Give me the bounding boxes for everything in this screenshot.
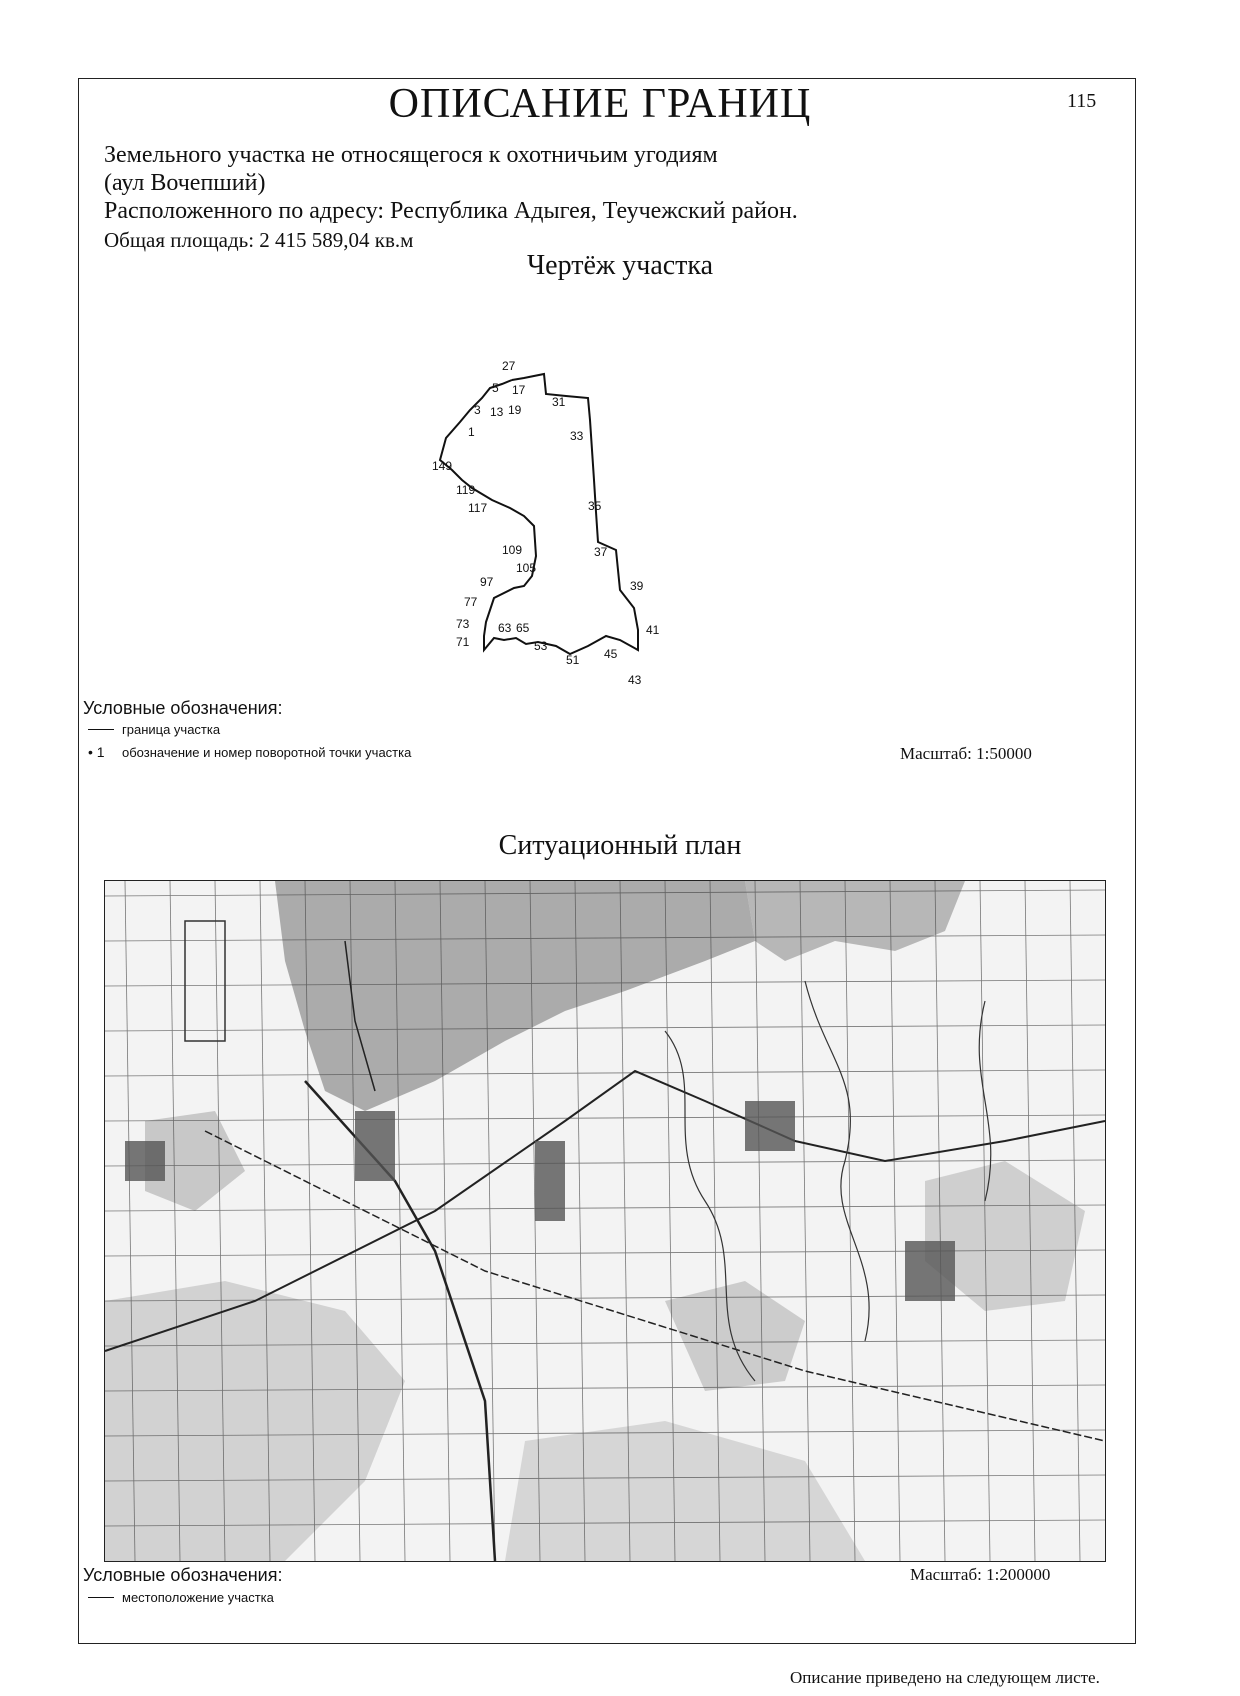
drawing-title: Чертёж участка <box>526 250 714 281</box>
situation-plan-title: Ситуационный план <box>498 830 742 861</box>
situation-legend-title: Условные обозначения: <box>83 1565 283 1585</box>
point-label-39: 39 <box>630 579 644 593</box>
legend-location-label: местоположение участка <box>122 1590 274 1605</box>
settlement <box>355 1111 395 1181</box>
point-label-13: 13 <box>490 405 504 419</box>
situation-scale: Масштаб: 1:200000 <box>910 1565 1051 1584</box>
point-label-41: 41 <box>646 623 660 637</box>
point-label-77: 77 <box>464 595 478 609</box>
boundary-line-symbol <box>88 729 114 730</box>
footer-note: Описание приведено на следующем листе. <box>790 1668 1100 1687</box>
point-label-117: 117 <box>468 501 488 515</box>
area-line: Общая площадь: 2 415 589,04 кв.м <box>104 228 414 252</box>
point-label-65: 65 <box>516 621 530 635</box>
parcel-type-line: Земельного участка не относящегося к охотничьим угодиям <box>104 142 718 168</box>
page-number: 115 <box>1067 90 1097 112</box>
point-label-33: 33 <box>570 429 584 443</box>
settlement <box>125 1141 165 1181</box>
point-symbol: • 1 <box>88 744 105 760</box>
drawing-legend-title: Условные обозначения: <box>83 698 283 718</box>
topographic-map-image <box>105 881 1105 1561</box>
address-line: Расположенного по адресу: Республика Адыгея, Теучежский район. <box>104 198 798 224</box>
settlement <box>745 1101 795 1151</box>
point-label-19: 19 <box>508 403 522 417</box>
point-label-109: 109 <box>502 543 523 557</box>
point-label-119: 119 <box>456 483 476 497</box>
point-label-51: 51 <box>566 653 580 667</box>
point-label-17: 17 <box>512 383 526 397</box>
legend-boundary-item <box>88 722 220 737</box>
point-label-149: 149 <box>432 459 453 473</box>
point-label-73: 73 <box>456 617 470 631</box>
point-label-31: 31 <box>552 395 566 409</box>
point-label-5: 5 <box>492 381 499 395</box>
point-label-35: 35 <box>588 499 602 513</box>
point-label-71: 71 <box>456 635 470 649</box>
point-label-105: 105 <box>516 561 537 575</box>
parcel-drawing <box>432 340 740 720</box>
point-label-63: 63 <box>498 621 512 635</box>
legend-boundary-label: граница участка <box>122 722 221 737</box>
settlement <box>535 1141 565 1221</box>
point-label-45: 45 <box>604 647 618 661</box>
point-label-53: 53 <box>534 639 548 653</box>
location-line-symbol <box>88 1597 114 1598</box>
point-label-97: 97 <box>480 575 494 589</box>
settlement-line: (аул Вочепший) <box>104 170 266 196</box>
document-title: ОПИСАНИЕ ГРАНИЦ <box>388 81 812 127</box>
settlement <box>905 1241 955 1301</box>
point-label-27: 27 <box>502 359 516 373</box>
point-label-43: 43 <box>628 673 642 687</box>
point-label-1: 1 <box>468 425 475 439</box>
situation-map <box>104 880 1106 1562</box>
legend-point-item <box>88 744 411 760</box>
point-label-3: 3 <box>474 403 481 417</box>
legend-location-item <box>88 1590 274 1605</box>
drawing-scale: Масштаб: 1:50000 <box>900 744 1032 763</box>
legend-point-label: обозначение и номер поворотной точки участка <box>122 744 412 760</box>
point-label-37: 37 <box>594 545 608 559</box>
